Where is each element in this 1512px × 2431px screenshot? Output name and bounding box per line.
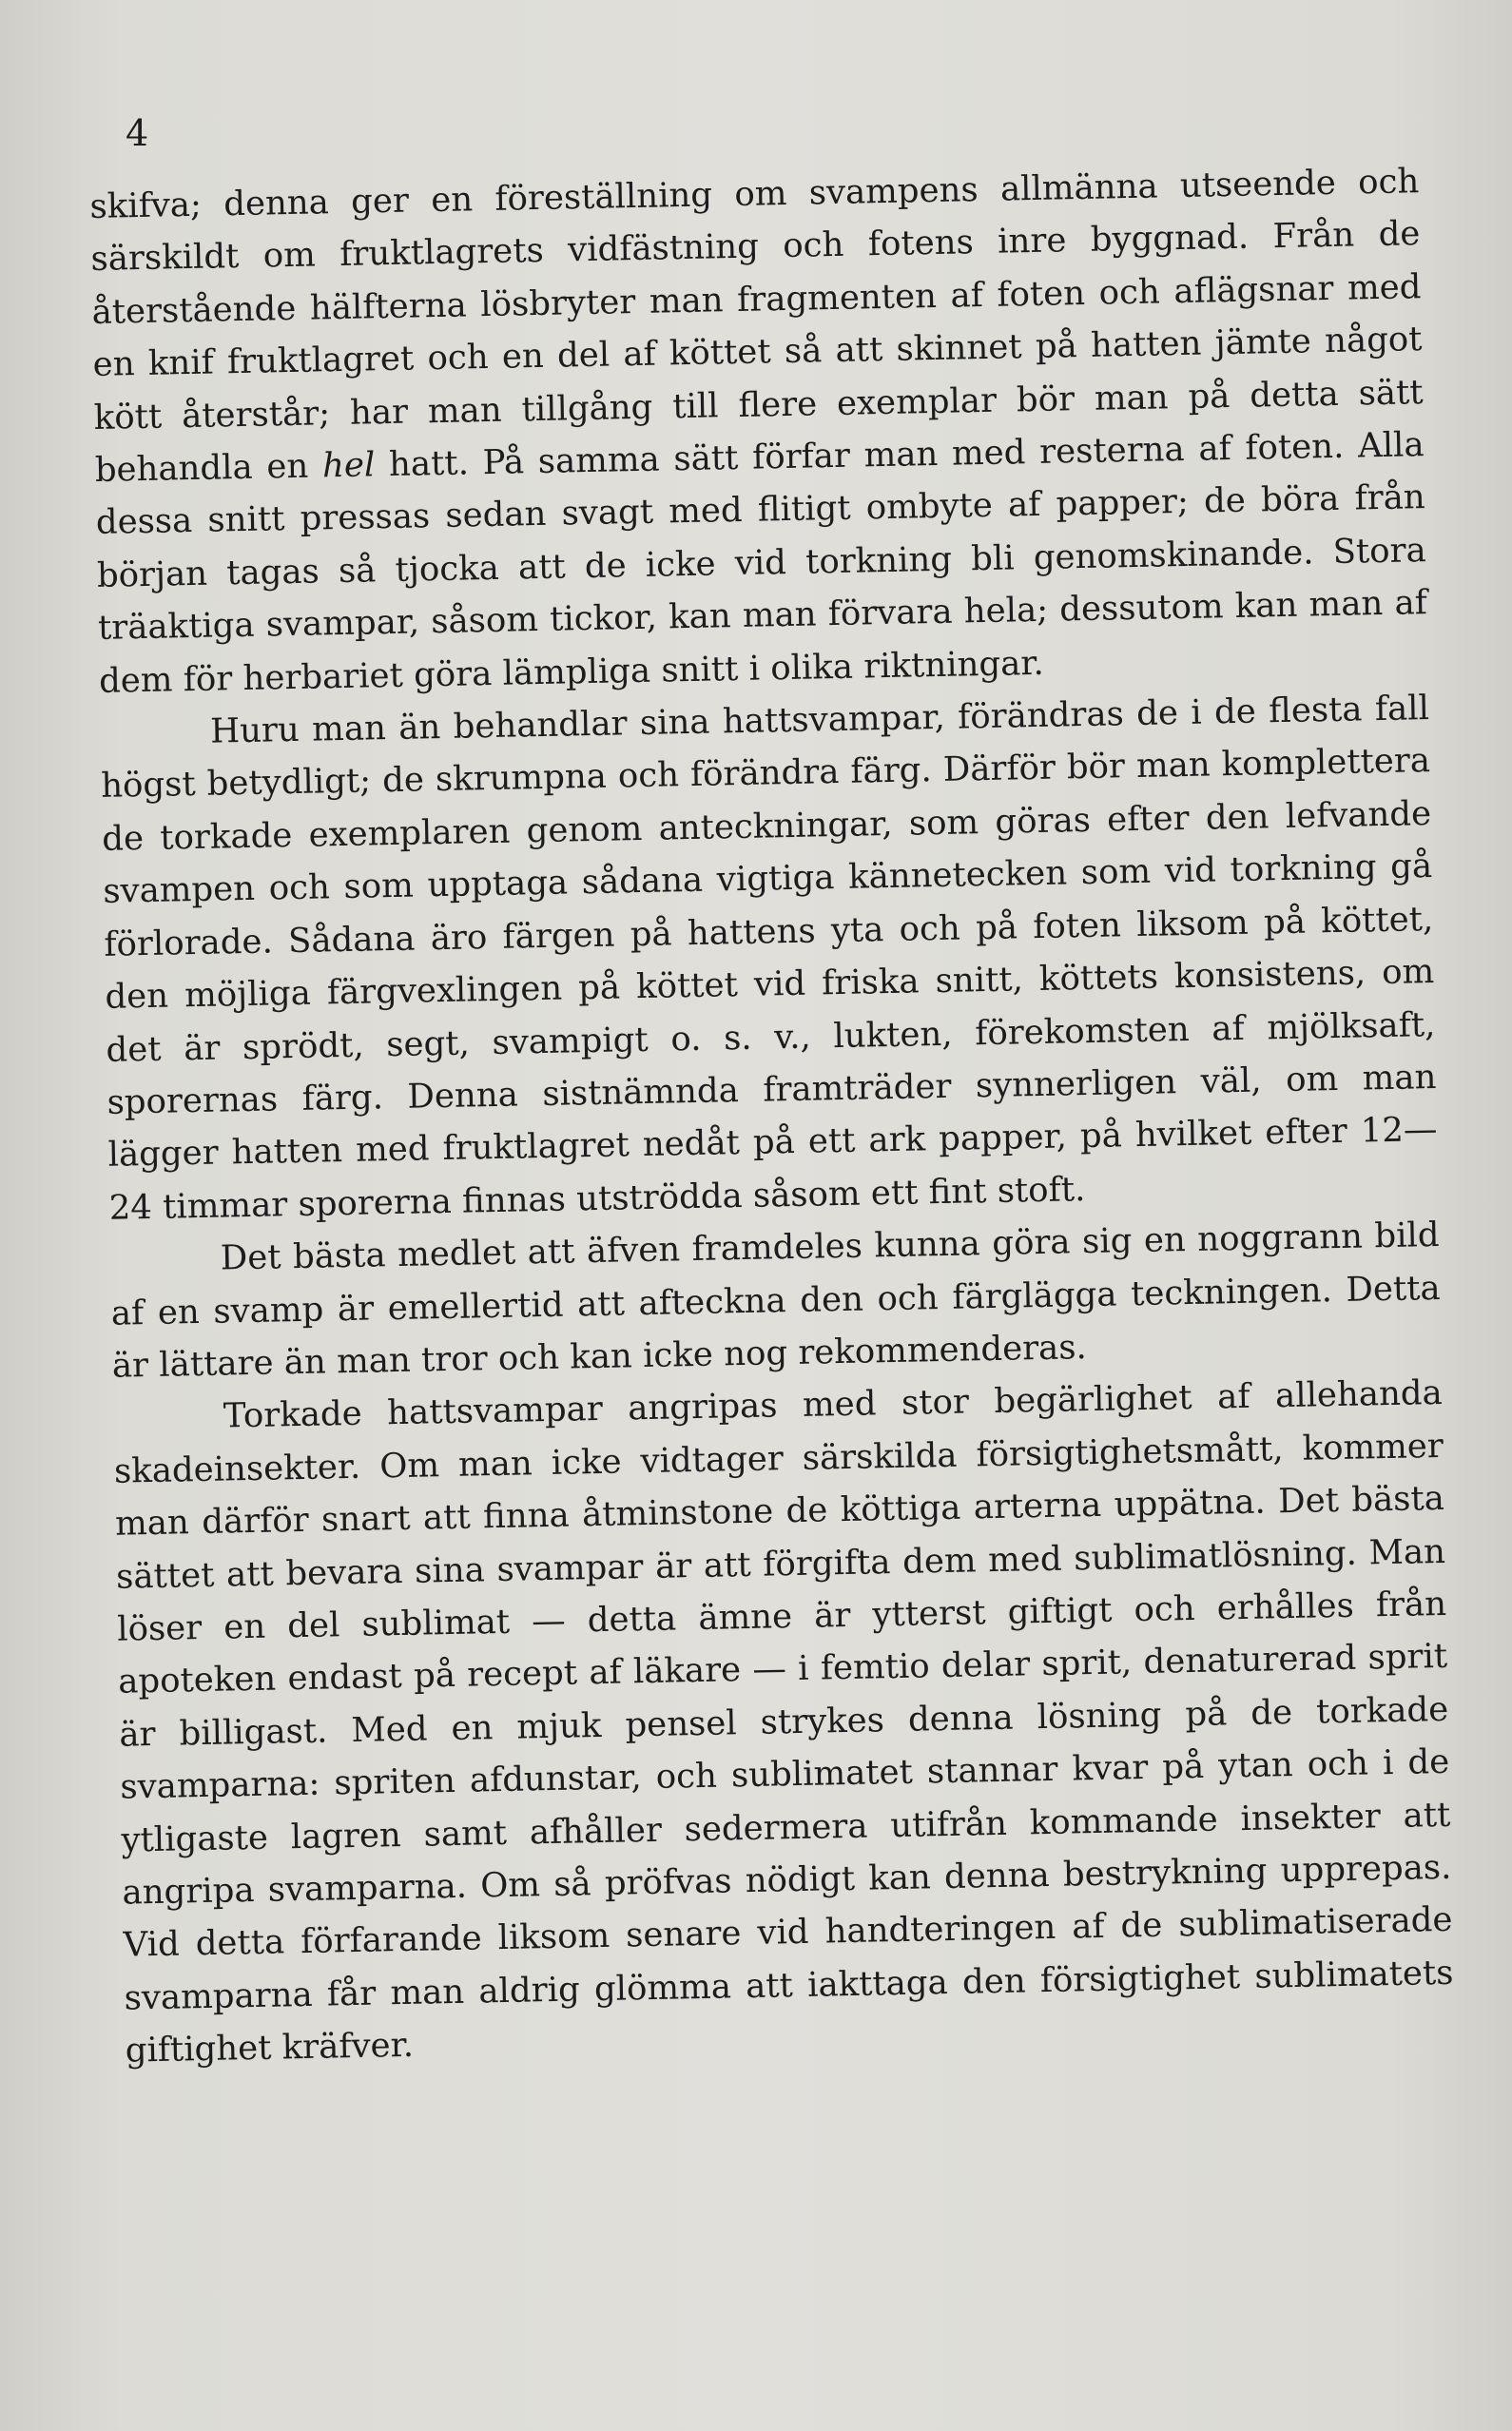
paragraph-3: Det bästa medlet att äfven framdeles kunna göra sig en noggrann bild af en svamp är emellertid att afteckna den och färglägga teckningen. Detta är lättare än man tror och kan icke nog rekommenderas. <box>110 1216 1442 1386</box>
paragraph-1-end: hatt. På samma sätt förfar man med resterna af foten. Alla dessa snitt pressas sedan svagt med flitigt ombyte af papper; de böra från början tagas så tjocka att de icke vid torkning bli genomskinande. Stora träaktiga svampar, såsom tickor, kan man förvara hela; dessutom kan man af dem för herbariet göra lämpliga snitt i olika riktningar. <box>95 425 1428 701</box>
paragraph-2: Huru man än behandlar sina hattsvampar, förändras de i de flesta fall högst betydligt; de skrumpna och förändra färg. Därför bör man komplettera de torkade exemplaren genom anteckningar, som göras efter den lefvande svampen och som upptaga sådana vigtiga kännetecken som vid torkning gå förlorade. Sådana äro färgen på hattens yta och på foten liksom på köttet, den möjliga färgvexlingen på köttet vid friska snitt, köttets konsistens, om det är sprödt, segt, svampigt o. s. v., lukten, förekomsten af mjölksaft, sporernas färg. Denna sistnämnda framträder synnerligen väl, om man lägger hatten med fruktlagret nedåt på ett ark papper, på hvilket efter 12—24 timmar sporerna finnas utströdda såsom ett fint stoft. <box>100 689 1438 1228</box>
body-text <box>89 155 1455 2077</box>
paragraph-4: Torkade hattsvampar angripas med stor begärlighet af allehanda skadeinsekter. Om man icke vidtager särskilda försigtighetsmått, kommer man därför snart att finna åtminstone de köttiga arterna uppätna. Det bästa sättet att bevara sina svampar är att förgifta dem med sublimatlösning. Man löser en del sublimat — detta ämne är ytterst giftigt och erhålles från apoteken endast på recept af läkare — i femtio delar sprit, denaturerad sprit är billigast. Med en mjuk pensel strykes denna lösning på de torkade svamparna: spriten afdunstar, och sublimatet stannar kvar på ytan och i de ytligaste lagren samt afhåller sedermera utifrån kommande insekter att angripa svamparna. Om så pröfvas nödigt kan denna bestrykning upprepas. Vid detta förfarande liksom senare vid handteringen af de sublimatiserade svamparna får man aldrig glömma att iakttaga den försigtighet sublimatets giftighet kräfver. <box>113 1373 1454 2071</box>
paragraph-1 <box>89 155 1428 708</box>
page-number: 4 <box>126 112 149 154</box>
paragraph-1-italic-word: hel <box>321 445 376 486</box>
paragraph-1-start: skifva; denna ger en föreställning om svampens allmänna utseende och särskildt om fruktlagrets vidfästning och fotens inre byggnad. Från de återstående hälfterna lösbryter man fragmenten af foten och aflägsnar med en knif fruktlagret och en del af köttet så att skinnet på hatten jämte något kött återstår; har man tillgång till flere exemplar bör man på detta sätt behandla en <box>89 162 1424 490</box>
